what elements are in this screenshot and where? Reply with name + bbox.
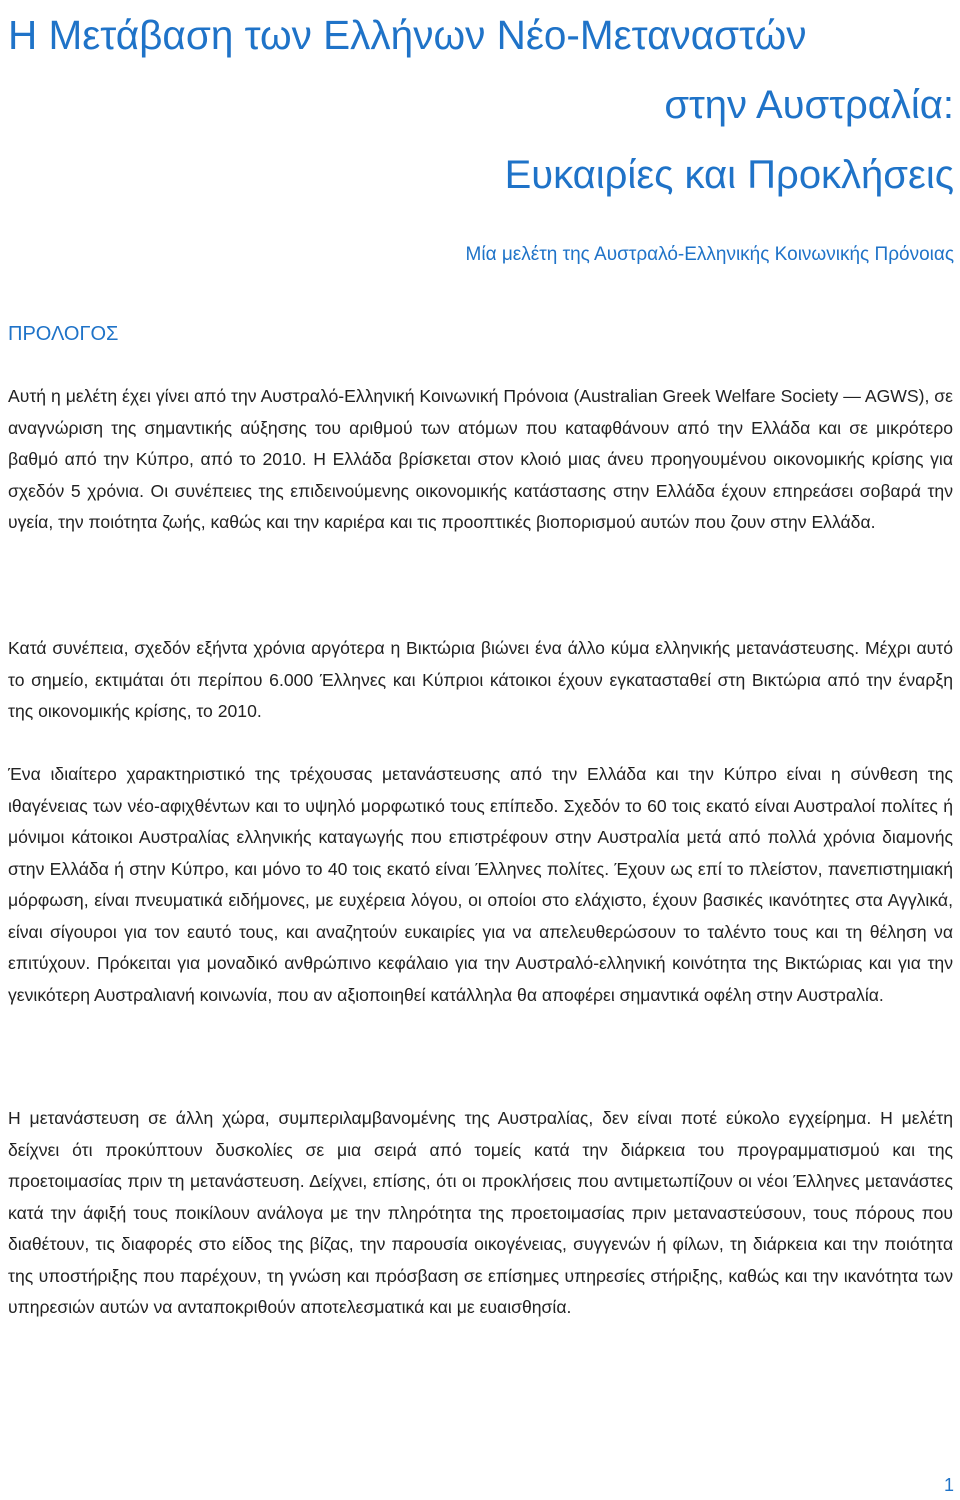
paragraph-3: Ένα ιδιαίτερο χαρακτηριστικό της τρέχουσας μετανάστευσης από την Ελλάδα και την Κύπρο είναι η σύνθεση της ιθαγένειας των νέο-αφιχθέντων και το υψηλό μορφωτικό τους επίπεδο. Σχεδόν το 60 τοις εκατό είναι Αυστραλοί πολίτες ή μόνιμοι κάτοικοι Αυστραλίας ελληνικής καταγωγής που επιστρέφουν στην Αυστραλία μετά από πολλά χρόνια διαμονής στην Ελλάδα ή στην Κύπρο, και μόνο το 40 τοις εκατό είναι Έλληνες πολίτες. Έχουν ως επί το πλείστον, πανεπιστημιακή μόρφωση, είναι πνευματικά ειδήμονες, με ευχέρεια λόγου, οι οποίοι στο ελάχιστο, έχουν βασικές ικανότητες στα Αγγλικά, είναι σίγουροι για τον εαυτό τους, και αναζητούν ευκαιρίες για να απελευθερώσουν το ταλέντο τους και τη θέληση να επιτύχουν. Πρόκειται για μοναδικό ανθρώπινο κεφάλαιο για την Αυστραλό-ελληνική κοινότητα της Βικτώριας και για την γενικότερη Αυστραλιανή κοινωνία, που αν αξιοποιηθεί κατάλληλα θα αποφέρει σημαντικά οφέλη στην Αυστραλία. xyxy=(8,764,953,1005)
document-subtitle: Μία μελέτη της Αυστραλό-Ελληνικής Κοινωνικής Πρόνοιας xyxy=(465,244,954,265)
title-line-3: Ευκαιρίες και Προκλήσεις xyxy=(504,153,954,197)
paragraph-2: Κατά συνέπεια, σχεδόν εξήντα χρόνια αργότερα η Βικτώρια βιώνει ένα άλλο κύμα ελληνικής μετανάστευσης. Μέχρι αυτό το σημείο, εκτιμάται ότι περίπου 6.000 Έλληνες και Κύπριοι κάτοικοι έχουν εγκατασταθεί στη Βικτώρια από την έναρξη της οικονομικής κρίσης, το 2010. xyxy=(8,638,953,721)
page-number: 1 xyxy=(943,1475,954,1495)
paragraph-1: Αυτή η μελέτη έχει γίνει από την Αυστραλό-Ελληνική Κοινωνική Πρόνοια (Australian Greek Welfare Society — AGWS), σε αναγνώριση της σημαντικής αύξησης του αριθμού των ατόμων που καταφθάνουν από την Ελλάδα και σε μικρότερο βαθμό από την Κύπρο, από το 2010. Η Ελλάδα βρίσκεται στον κλοιό μιας άνευ προηγουμένου οικονομικής κρίσης για σχεδόν 5 χρόνια. Οι συνέπειες της επιδεινούμενης οικονομικής κατάστασης στην Ελλάδα έχουν επηρεάσει σοβαρά την υγεία, την ποιότητα ζωής, καθώς και την καριέρα και τις προοπτικές βιοπορισμού αυτών που ζουν στην Ελλάδα. xyxy=(8,386,953,532)
title-line-2: στην Αυστραλία: xyxy=(664,83,954,127)
title-line-1: Η Μετάβαση των Ελλήνων Νέο-Μεταναστών xyxy=(8,12,807,58)
paragraph-4: Η μετανάστευση σε άλλη χώρα, συμπεριλαμβανομένης της Αυστραλίας, δεν είναι ποτέ εύκολο εγχείρημα. Η μελέτη δείχνει ότι προκύπτουν δυσκολίες σε μια σειρά από τομείς κατά την διάρκεια του προγραμματισμού και της προετοιμασίας πριν τη μετανάστευση. Δείχνει, επίσης, ότι οι προκλήσεις που αντιμετωπίζουν οι νέοι Έλληνες μετανάστες κατά την άφιξή τους ποικίλουν ανάλογα με την πληρότητα της προετοιμασίας πριν μεταναστεύσουν, τους πόρους που διαθέτουν, τις διαφορές στο είδος της βίζας, την παρουσία οικογένειας, συγγενών ή φίλων, τη διάρκεια και την ποιότητα της υποστήριξης που παρέχουν, τη γνώση και πρόσβαση σε επίσημες υπηρεσίες στήριξης, καθώς και την ικανότητα των υπηρεσιών αυτών να ανταποκριθούν αποτελεσματικά και με ευαισθησία. xyxy=(8,1108,953,1317)
document-title xyxy=(8,0,954,210)
section-heading-prologue: ΠΡΟΛΟΓΟΣ xyxy=(8,323,119,345)
